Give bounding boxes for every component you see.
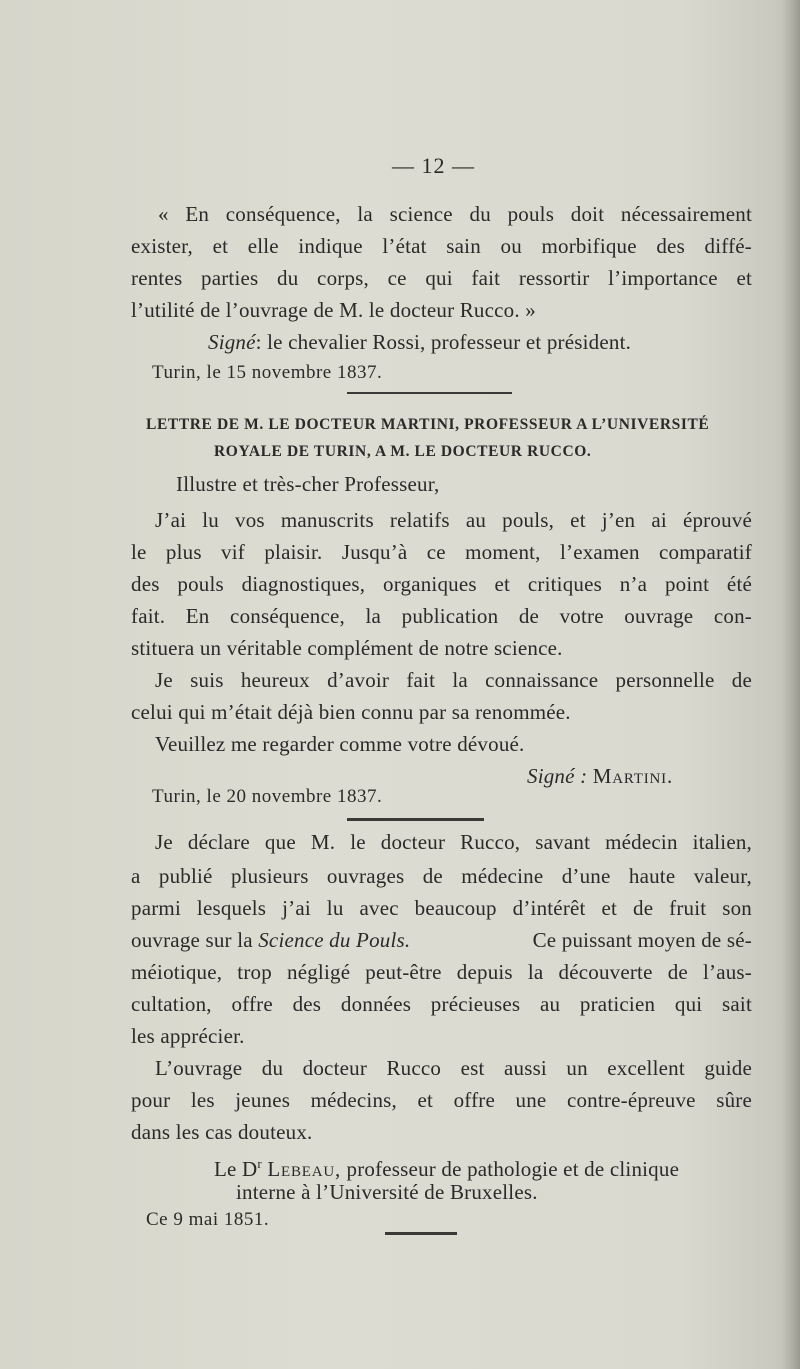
date-line: Turin, le 15 novembre 1837.: [152, 362, 383, 383]
signature-martini: [527, 762, 673, 790]
signature-prefix: Signé :: [527, 764, 588, 788]
text-line: fait. En conséquence, la publication de votre ouvrage con-: [131, 604, 752, 628]
signature-prefix: Signé: [208, 330, 256, 354]
text-line: les apprécier.: [131, 1024, 245, 1048]
text-line: « En conséquence, la science du pouls doit nécessairement: [158, 202, 752, 226]
text-line: dans les cas douteux.: [131, 1120, 313, 1144]
date-line: Turin, le 20 novembre 1837.: [152, 786, 383, 807]
text-segment: ouvrage sur la Science du Pouls.: [131, 928, 411, 952]
text-line: des pouls diagnostiques, organiques et critiques n’a point été: [131, 572, 752, 596]
text-line: celui qui m’était déjà bien connu par sa renommée.: [131, 700, 571, 724]
text-line: exister, et elle indique l’état sain ou morbifique des diffé-: [131, 234, 752, 258]
closing-line: Veuillez me regarder comme votre dévoué.: [155, 732, 525, 756]
signature-name: Martini.: [592, 764, 674, 788]
text-line: cultation, offre des données précieuses au praticien qui sait: [131, 992, 752, 1016]
letter-heading: LETTRE DE M. LE DOCTEUR MARTINI, PROFESSEUR A L’UNIVERSITÉ: [146, 416, 710, 433]
superscript: r: [257, 1156, 262, 1171]
text-line: l’utilité de l’ouvrage de M. le docteur Rucco. »: [131, 298, 536, 322]
text-line: rentes parties du corps, ce qui fait ressortir l’importance et: [131, 266, 752, 290]
signature-rossi: [208, 328, 631, 356]
separator-rule: [347, 818, 484, 821]
text-line: stituera un véritable complément de notre science.: [131, 636, 563, 660]
end-rule: [385, 1232, 457, 1235]
text-line: pour les jeunes médecins, et offre une contre-épreuve sûre: [131, 1088, 752, 1112]
text-line: Je déclare que M. le docteur Rucco, savant médecin italien,: [155, 830, 752, 854]
page-number: — 12 —: [392, 153, 475, 178]
text-line: méiotique, trop négligé peut-être depuis la découverte de l’aus-: [131, 960, 752, 984]
separator-rule: [347, 392, 512, 394]
text-line: parmi lesquels j’ai lu avec beaucoup d’intérêt et de fruit son: [131, 896, 752, 920]
signature-text: : le chevalier Rossi, professeur et président.: [255, 330, 632, 354]
text-line: a publié plusieurs ouvrages de médecine d’une haute valeur,: [131, 864, 752, 888]
book-title: Science du Pouls.: [258, 928, 411, 952]
signature-lebeau: Le $D^r$ Lebeau, professeur de pathologie et de clinique: [214, 1156, 680, 1181]
text-line: L’ouvrage du docteur Rucco est aussi un excellent guide: [155, 1056, 752, 1080]
text-line: [131, 926, 752, 954]
text-line: J’ai lu vos manuscrits relatifs au pouls, et j’en ai éprouvé: [155, 508, 752, 532]
salutation: Illustre et très-cher Professeur,: [176, 472, 440, 496]
text-line: Je suis heureux d’avoir fait la connaissance personnelle de: [155, 668, 752, 692]
letter-heading: ROYALE DE TURIN, A M. LE DOCTEUR RUCCO.: [214, 443, 592, 460]
signature-name: Lebeau,: [267, 1157, 342, 1181]
signature-line: interne à l’Université de Bruxelles.: [236, 1180, 538, 1204]
text-segment: Ce puissant moyen de sé-: [532, 928, 752, 952]
date-line: Ce 9 mai 1851.: [146, 1209, 270, 1230]
text-line: le plus vif plaisir. Jusqu’à ce moment, l’examen comparatif: [131, 540, 752, 564]
